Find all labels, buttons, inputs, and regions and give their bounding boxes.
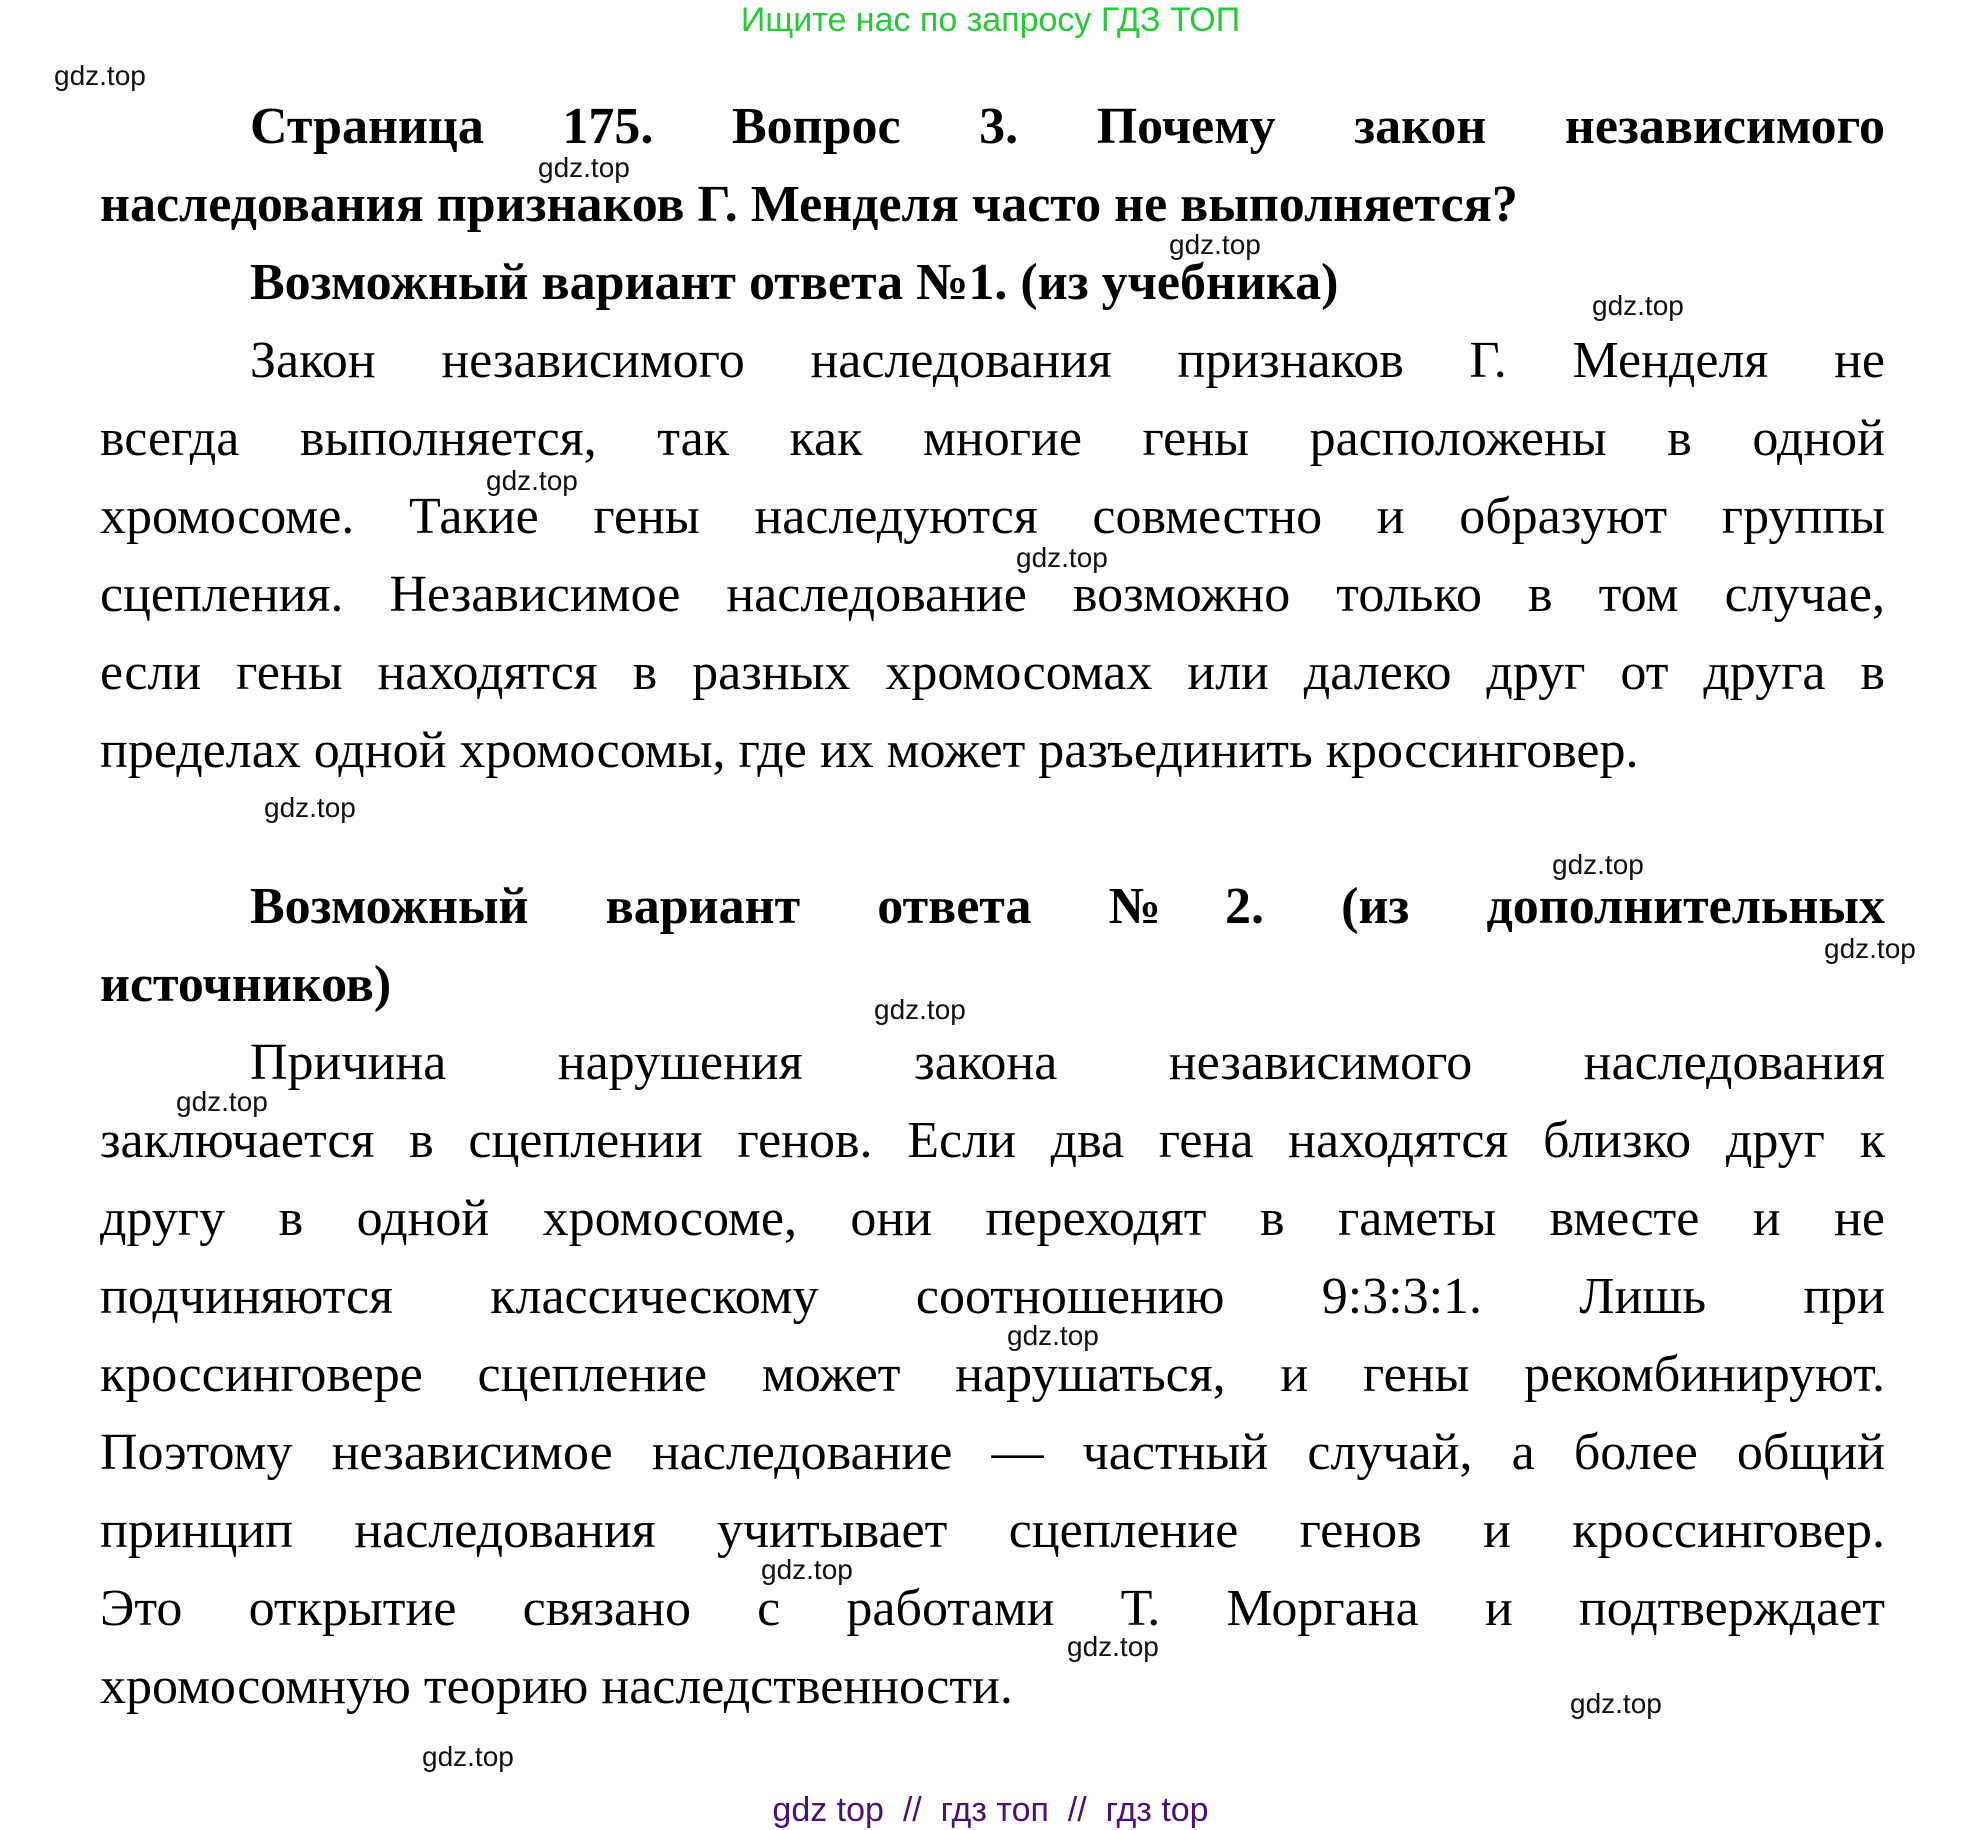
- watermark: gdz.top: [176, 1086, 268, 1117]
- answer1-heading: Возможный вариант ответа №1. (из учебника): [250, 254, 1339, 311]
- footer-banner: gdz top // гдз топ // гдз top: [772, 1791, 1209, 1829]
- watermark: gdz.top: [422, 1741, 514, 1772]
- watermark: gdz.top: [1570, 1688, 1662, 1719]
- watermark: gdz.top: [54, 60, 146, 91]
- watermark: gdz.top: [1007, 1320, 1099, 1351]
- answer2-line: Причина нарушения закона независимого наследования: [250, 1034, 1885, 1091]
- watermark: gdz.top: [1169, 229, 1261, 260]
- answer2-line: заключается в сцеплении генов. Если два гена находятся близко друг к: [100, 1112, 1885, 1169]
- watermark: gdz.top: [1067, 1631, 1159, 1662]
- watermark: gdz.top: [1016, 542, 1108, 573]
- watermark: gdz.top: [761, 1554, 853, 1585]
- answer2-line: Это открытие связано с работами Т. Моргана и подтверждает: [100, 1580, 1885, 1637]
- watermark: gdz.top: [1592, 290, 1684, 321]
- watermark: gdz.top: [538, 152, 630, 183]
- search-banner: Ищите нас по запросу ГДЗ ТОП: [740, 1, 1241, 39]
- answer2-heading-line-2: источников): [100, 956, 392, 1013]
- answer2-line: принцип наследования учитывает сцепление генов и кроссинговер.: [100, 1502, 1885, 1559]
- answer2-line: другу в одной хромосоме, они переходят в гаметы вместе и не: [100, 1190, 1885, 1247]
- watermark: gdz.top: [874, 994, 966, 1025]
- answer1-line: если гены находятся в разных хромосомах или далеко друг от друга в: [100, 644, 1885, 701]
- answer2-heading-line-1: Возможный вариант ответа №2. (из дополнительных: [250, 878, 1885, 935]
- answer1-line: Закон независимого наследования признаков Г. Менделя не: [250, 332, 1885, 389]
- watermark: gdz.top: [486, 465, 578, 496]
- question-title-line-2: наследования признаков Г. Менделя часто не выполняется?: [100, 176, 1518, 233]
- watermark: gdz.top: [1824, 933, 1916, 964]
- question-title-line-1: Страница 175. Вопрос 3. Почему закон независимого: [250, 98, 1885, 155]
- answer1-line: сцепления. Независимое наследование возможно только в том случае,: [100, 566, 1885, 623]
- answer2-line: хромосомную теорию наследственности.: [100, 1658, 1013, 1715]
- answer2-line: Поэтому независимое наследование — частный случай, а более общий: [100, 1424, 1885, 1481]
- watermark: gdz.top: [264, 792, 356, 823]
- answer2-line: подчиняются классическому соотношению 9:3:3:1. Лишь при: [100, 1268, 1885, 1325]
- answer1-line: всегда выполняется, так как многие гены расположены в одной: [100, 410, 1885, 467]
- watermark: gdz.top: [1552, 849, 1644, 880]
- answer1-line: пределах одной хромосомы, где их может разъединить кроссинговер.: [100, 722, 1639, 779]
- answer2-line: кроссинговере сцепление может нарушаться, и гены рекомбинируют.: [100, 1346, 1885, 1403]
- answer1-line: хромосоме. Такие гены наследуются совместно и образуют группы: [100, 488, 1885, 545]
